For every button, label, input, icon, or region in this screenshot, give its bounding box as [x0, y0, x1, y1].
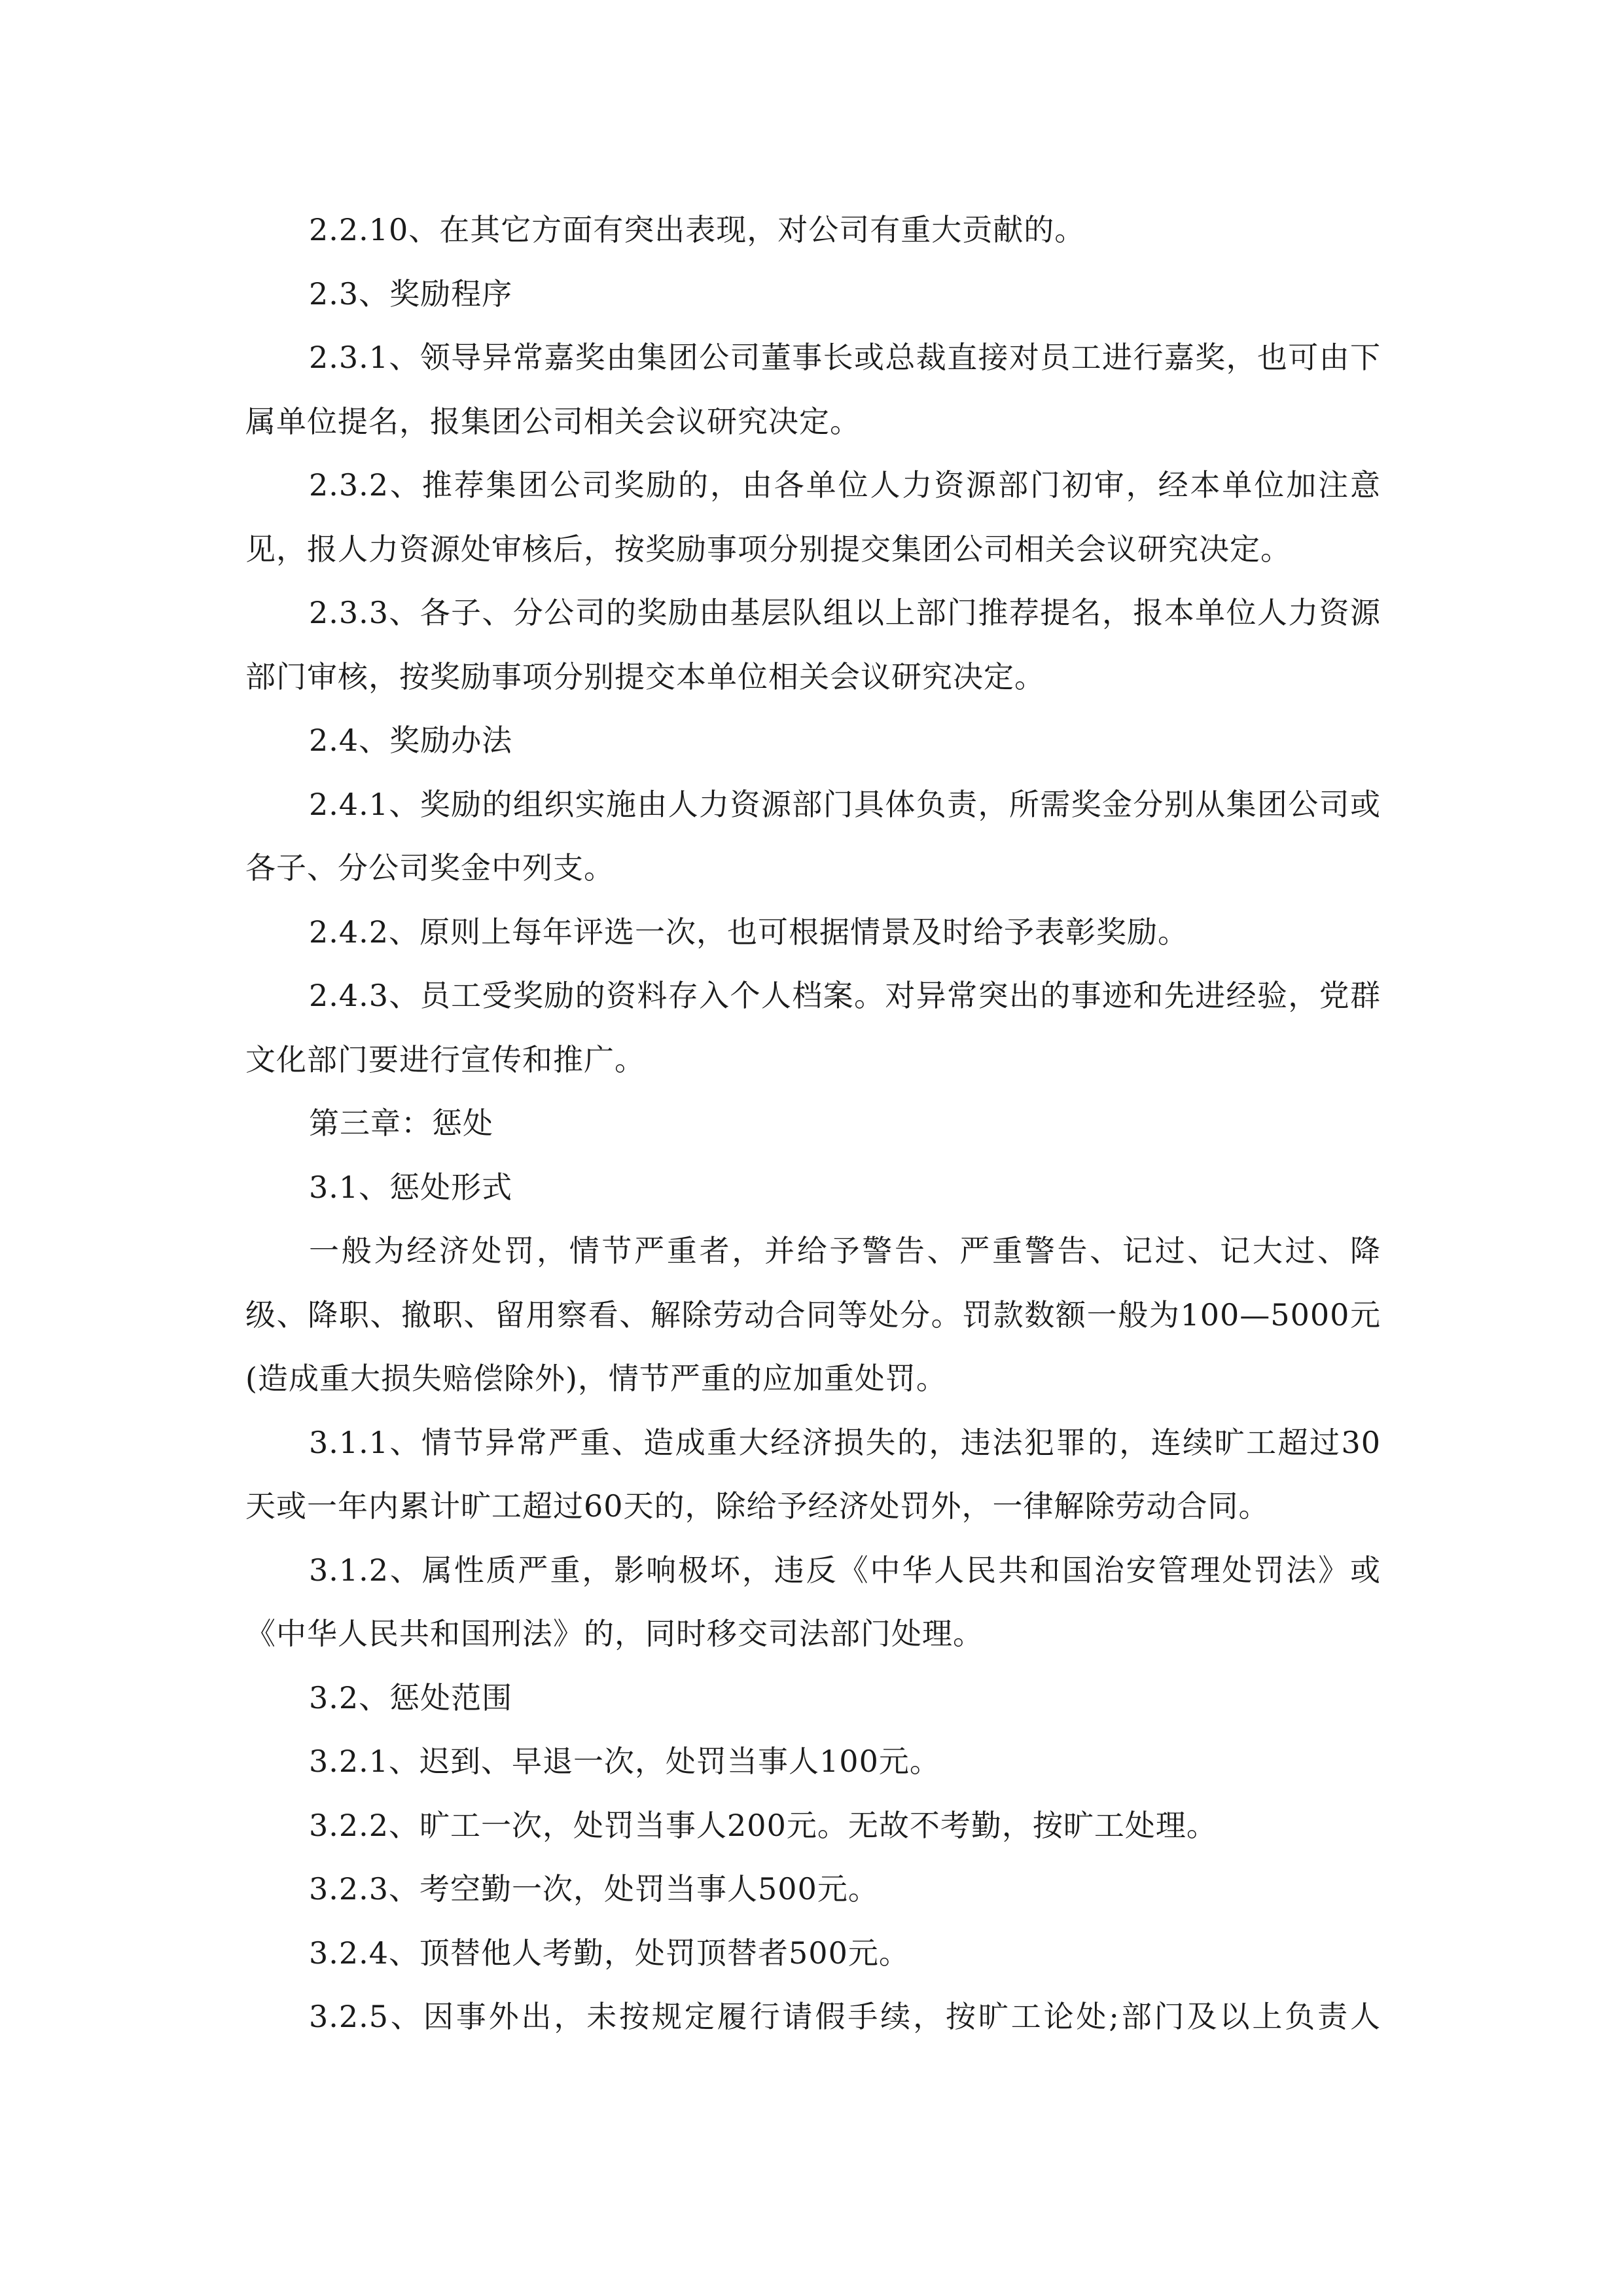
paragraph-2-2-10: 2.2.10、在其它方面有突出表现，对公司有重大贡献的。	[309, 212, 1086, 247]
paragraph-3-2-5: 3.2.5、因事外出，未按规定履行请假手续，按旷工论处;部门及以上负责人	[309, 1999, 1381, 2034]
paragraph-2-3-1: 2.3.1、领导异常嘉奖由集团公司董事长或总裁直接对员工进行嘉奖，也可由下属单位提名，报集团公司相关会议研究决定。	[245, 340, 1381, 439]
paragraph-3-2-2: 3.2.2、旷工一次，处罚当事人200元。无故不考勤，按旷工处理。	[309, 1807, 1217, 1843]
paragraph-3-2-1: 3.2.1、迟到、早退一次，处罚当事人100元。	[309, 1744, 940, 1779]
heading-3-1: 3.1、惩处形式	[309, 1169, 513, 1205]
paragraph-3-2-4: 3.2.4、顶替他人考勤，处罚顶替者500元。	[309, 1935, 910, 1971]
paragraph-2-3-3: 2.3.3、各子、分公司的奖励由基层队组以上部门推荐提名，报本单位人力资源部门审核，按奖励事项分别提交本单位相关会议研究决定。	[245, 595, 1381, 694]
paragraph-2-4-3: 2.4.3、员工受奖励的资料存入个人档案。对异常突出的事迹和先进经验，党群文化部门要进行宣传和推广。	[245, 978, 1381, 1077]
paragraph-3-1-2: 3.1.2、属性质严重，影响极坏，违反《中华人民共和国治安管理处罚法》或《中华人民共和国刑法》的，同时移交司法部门处理。	[245, 1552, 1381, 1651]
heading-2-4: 2.4、奖励办法	[309, 723, 513, 758]
paragraph-2-4-1: 2.4.1、奖励的组织实施由人力资源部门具体负责，所需奖金分别从集团公司或各子、分公司奖金中列支。	[245, 786, 1381, 886]
heading-3-2: 3.2、惩处范围	[309, 1679, 513, 1715]
chapter-3-heading: 第三章：惩处	[309, 1105, 493, 1141]
paragraph-2-4-2: 2.4.2、原则上每年评选一次，也可根据情景及时给予表彰奖励。	[309, 914, 1189, 950]
paragraph-3-2-3: 3.2.3、考空勤一次，处罚当事人500元。	[309, 1871, 879, 1907]
paragraph-2-3-2: 2.3.2、推荐集团公司奖励的，由各单位人力资源部门初审，经本单位加注意见，报人力资源处审核后，按奖励事项分别提交集团公司相关会议研究决定。	[245, 467, 1381, 567]
paragraph-3-1-intro: 一般为经济处罚，情节严重者，并给予警告、严重警告、记过、记大过、降级、降职、撤职、留用察看、解除劳动合同等处分。罚款数额一般为100—5000元(造成重大损失赔偿除外)，情节严重的应加重处罚。	[245, 1233, 1381, 1396]
document-body	[245, 198, 1381, 2049]
heading-2-3: 2.3、奖励程序	[309, 276, 513, 312]
paragraph-3-1-1: 3.1.1、情节异常严重、造成重大经济损失的，违法犯罪的，连续旷工超过30天或一年内累计旷工超过60天的，除给予经济处罚外，一律解除劳动合同。	[245, 1424, 1381, 1524]
